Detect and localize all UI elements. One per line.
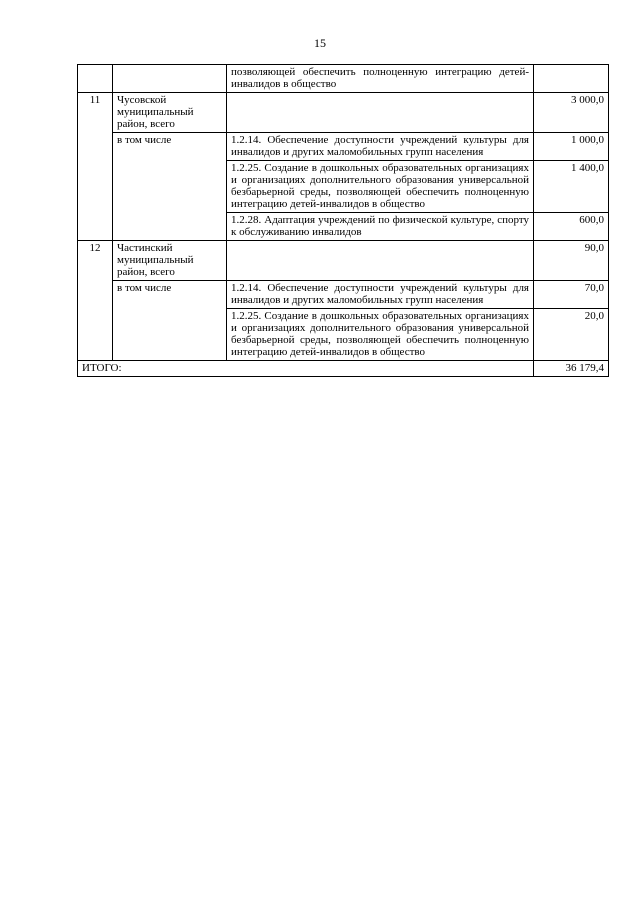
measure-cell: 1.2.25. Создание в дошкольных образовательных организациях и организациях дополнительного образования универсальной безбарьерной среды, позволяющей обеспечить полноценную интеграцию детей-инвалидов в общество	[227, 309, 534, 361]
table-row	[78, 241, 609, 281]
measure-cell	[227, 93, 534, 133]
row-number-cell: 11	[78, 93, 113, 241]
page-number: 15	[314, 36, 326, 50]
amount-cell: 600,0	[534, 213, 609, 241]
organization-cell: Частинский муниципальный район, всего	[113, 241, 227, 281]
measure-cell: 1.2.25. Создание в дошкольных образовательных организациях и организациях дополнительного образования универсальной безбарьерной среды, позволяющей обеспечить полноценную интеграцию детей-инвалидов в общество	[227, 161, 534, 213]
amount-cell: 90,0	[534, 241, 609, 281]
amount-cell: 3 000,0	[534, 93, 609, 133]
measure-cell: 1.2.28. Адаптация учреждений по физической культуре, спорту к обслуживанию инвалидов	[227, 213, 534, 241]
amount-cell: 70,0	[534, 281, 609, 309]
table-row	[78, 65, 609, 93]
row-number-cell: 12	[78, 241, 113, 361]
row-number-cell	[78, 65, 113, 93]
table-row	[78, 133, 609, 161]
total-amount-cell: 36 179,4	[534, 361, 609, 377]
amount-cell	[534, 65, 609, 93]
amount-cell: 1 400,0	[534, 161, 609, 213]
total-row	[78, 361, 609, 377]
amount-cell: 20,0	[534, 309, 609, 361]
organization-cell	[113, 65, 227, 93]
amount-cell: 1 000,0	[534, 133, 609, 161]
measure-cell: 1.2.14. Обеспечение доступности учреждений культуры для инвалидов и других маломобильных групп населения	[227, 281, 534, 309]
measure-cell: позволяющей обеспечить полноценную интеграцию детей-инвалидов в общество	[227, 65, 534, 93]
table-row	[78, 281, 609, 309]
total-label-cell: ИТОГО:	[78, 361, 534, 377]
funding-table	[77, 64, 609, 377]
including-label-cell: в том числе	[113, 281, 227, 361]
measure-cell	[227, 241, 534, 281]
including-label-cell: в том числе	[113, 133, 227, 241]
measure-cell: 1.2.14. Обеспечение доступности учреждений культуры для инвалидов и других маломобильных групп населения	[227, 133, 534, 161]
table-row	[78, 93, 609, 133]
organization-cell: Чусовской муниципальный район, всего	[113, 93, 227, 133]
